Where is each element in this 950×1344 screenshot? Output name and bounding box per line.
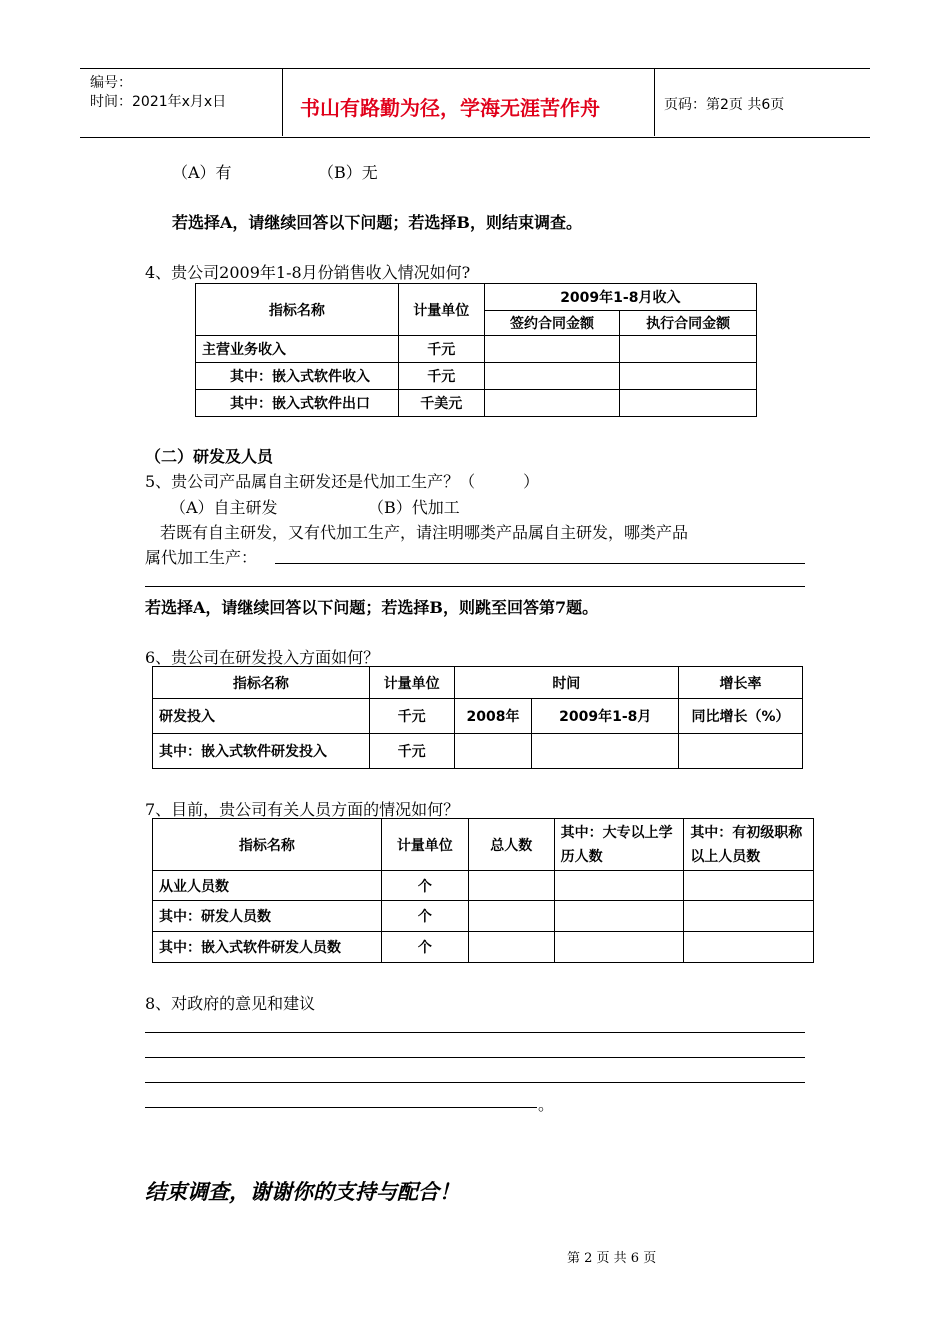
answer-line[interactable] [145,1057,805,1058]
table-header: 2009年1-8月收入 [484,284,756,311]
row-unit: 个 [381,932,468,963]
input-cell[interactable] [468,932,554,963]
input-cell[interactable] [484,336,620,363]
footer-page-number: 第 2 页 共 6 页 [567,1251,657,1266]
q5-instruction: 若选择A，请继续回答以下问题；若选择B，则跳至回答第7题。 [145,598,599,617]
table-header: 总人数 [468,819,554,871]
header-time: 时间：2021年x月x日 [90,94,227,110]
table-header: 增长率 [679,667,803,699]
row-label: 其中：嵌入式软件收入 [196,363,399,390]
table-header: 计量单位 [381,819,468,871]
table-row [196,336,757,363]
q4-sales-table [195,283,757,417]
row-label: 其中：研发人员数 [153,901,382,932]
row-label: 从业人员数 [153,871,382,901]
answer-line[interactable] [145,1082,805,1083]
input-cell[interactable] [620,363,757,390]
row-unit: 千元 [398,336,484,363]
table-row [153,901,814,932]
input-cell[interactable] [554,932,684,963]
q5-question: 5、贵公司产品属自主研发还是代加工生产？（ ） [145,472,540,491]
input-cell[interactable] [468,901,554,932]
table-header: 计量单位 [398,284,484,336]
table-header: 指标名称 [196,284,399,336]
table-row [153,932,814,963]
table-cell: 2009年1-8月 [532,699,679,734]
closing-message: 结束调查，谢谢你的支持与配合！ [145,1179,460,1204]
q3-option-b: （B）无 [318,163,378,182]
input-cell[interactable] [620,336,757,363]
table-cell: 同比增长（%） [679,699,803,734]
input-cell[interactable] [554,871,684,901]
table-row [153,699,803,734]
input-cell[interactable] [679,734,803,769]
input-cell[interactable] [684,932,814,963]
table-header: 指标名称 [153,667,370,699]
input-cell[interactable] [684,901,814,932]
table-header: 签约合同金额 [484,311,620,336]
table-header: 其中：有初级职称以上人员数 [684,819,814,871]
q5-note: 若既有自主研发，又有代加工生产，请注明哪类产品属自主研发，哪类产品 [160,523,689,542]
header-divider [654,68,655,136]
header-divider [282,68,283,136]
q6-rd-table [152,666,803,769]
input-cell[interactable] [484,363,620,390]
answer-line[interactable] [145,1032,805,1033]
q3-instruction: 若选择A，请继续回答以下问题；若选择B，则结束调查。 [172,213,582,232]
row-label: 其中：嵌入式软件研发投入 [153,734,370,769]
answer-line[interactable] [145,586,805,587]
answer-line[interactable] [145,1107,537,1108]
table-cell: 2008年 [454,699,532,734]
header-page-number: 页码：第2页 共6页 [664,97,785,113]
input-cell[interactable] [454,734,532,769]
q7-question: 7、目前，贵公司有关人员方面的情况如何？ [145,800,460,819]
table-row [196,390,757,417]
q5-option-b: （B）代加工 [368,498,460,517]
table-header: 其中：大专以上学历人数 [554,819,684,871]
row-unit: 千元 [369,699,454,734]
q4-question: 4、贵公司2009年1-8月份销售收入情况如何? [145,263,471,282]
end-mark: 。 [538,1095,555,1114]
table-row [196,363,757,390]
table-row [153,734,803,769]
table-header: 执行合同金额 [620,311,757,336]
row-label: 其中：嵌入式软件研发人员数 [153,932,382,963]
header-motto: 书山有路勤为径，学海无涯苦作舟 [300,96,600,120]
input-cell[interactable] [484,390,620,417]
row-unit: 千美元 [398,390,484,417]
input-cell[interactable] [554,901,684,932]
table-row [153,871,814,901]
q5-note-cont: 属代加工生产： [145,548,258,567]
row-unit: 千元 [398,363,484,390]
row-unit: 千元 [369,734,454,769]
answer-line[interactable] [275,563,805,564]
section-title: （二）研发及人员 [145,447,274,466]
table-header: 时间 [454,667,679,699]
input-cell[interactable] [468,871,554,901]
row-unit: 个 [381,901,468,932]
input-cell[interactable] [684,871,814,901]
row-label: 研发投入 [153,699,370,734]
q5-option-a: （A）自主研发 [170,498,278,517]
q3-option-a: （A）有 [172,163,232,182]
header-number: 编号： [90,75,132,91]
row-label: 主营业务收入 [196,336,399,363]
q6-question: 6、贵公司在研发投入方面如何？ [145,648,380,667]
row-label: 其中：嵌入式软件出口 [196,390,399,417]
table-header: 计量单位 [369,667,454,699]
q7-staff-table [152,818,814,963]
input-cell[interactable] [620,390,757,417]
q8-question: 8、对政府的意见和建议 [145,994,316,1013]
row-unit: 个 [381,871,468,901]
table-header: 指标名称 [153,819,382,871]
input-cell[interactable] [532,734,679,769]
